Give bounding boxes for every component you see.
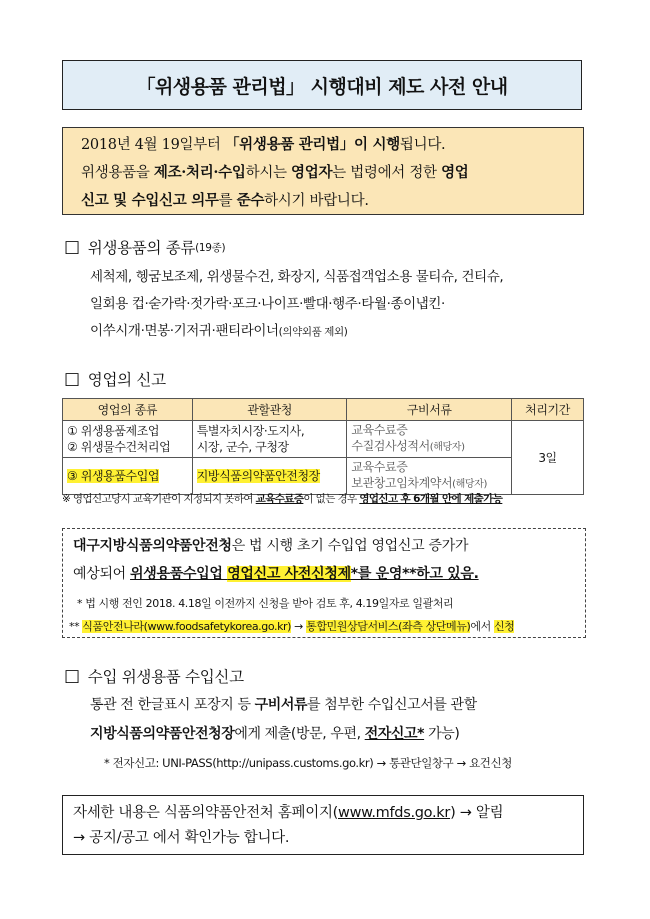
daegu-note-1: * 법 시행 전인 2018. 4.18일 이전까지 신청을 받아 검토 후, 4.19일자로 일괄처리 — [77, 597, 454, 610]
section-heading-text: 영업의 신고 — [87, 371, 166, 389]
intro-obligation: 신고 및 수입신고 의무 — [81, 192, 219, 209]
table-row — [63, 421, 584, 458]
authority-line: 시장, 군수, 구청장 — [196, 440, 289, 454]
table-header-row — [63, 399, 584, 421]
section-import-declaration-heading — [64, 665, 244, 687]
section-heading-count: (19종) — [195, 241, 226, 254]
intro-text: 는 법령에서 정한 — [332, 165, 442, 181]
import-text: 에게 제출(방문, 우편, — [234, 726, 365, 742]
document-note: (해당자) — [429, 442, 465, 453]
document-name: 수질검사성적서 — [351, 439, 430, 453]
intro-business: 영업 — [441, 164, 469, 181]
header-documents: 구비서류 — [347, 399, 512, 421]
daegu-pre-application: 영업신고 사전신청제 — [227, 566, 351, 582]
footnote-deadline: 영업신고 후 6개월 안에 제출가능 — [359, 493, 503, 505]
import-e-filing: 전자신고* — [364, 726, 425, 742]
arrow-right-icon: → — [291, 620, 307, 633]
product-list-line — [90, 318, 590, 346]
authority-regional-mfds: 지방식품의약품안전청장 — [196, 469, 320, 483]
intro-law-name: 「위생용품 관리법」이 시행 — [224, 136, 400, 153]
cell-documents — [347, 421, 512, 458]
cell-business-type — [63, 421, 193, 458]
table-row — [63, 458, 584, 495]
intro-activities: 제조·처리·수입 — [153, 164, 246, 181]
import-text: 통관 전 한글표시 포장지 등 — [90, 697, 255, 713]
footer-text: ) → 알림 — [450, 805, 504, 821]
daegu-line-1 — [73, 535, 468, 555]
cell-business-type — [63, 458, 193, 495]
document-note: (해당자) — [452, 479, 487, 490]
business-type-towel-processing: ② 위생물수건처리업 — [67, 440, 171, 454]
import-line-2 — [90, 720, 590, 749]
daegu-office-name: 대구지방식품의약품안전청 — [73, 538, 232, 554]
section-heading-text: 수입 위생용품 수입신고 — [87, 668, 244, 686]
checkbox-square-icon: □ — [64, 369, 80, 389]
section-import-declaration-body — [90, 691, 590, 778]
cell-processing-period: 3일 — [512, 421, 584, 495]
import-text: 를 첨부한 수입신고서를 관할 — [307, 697, 477, 713]
intro-operator: 영업자 — [291, 164, 333, 181]
daegu-note-marker: ** — [69, 620, 83, 633]
cell-documents — [347, 458, 512, 495]
business-report-footnote — [62, 491, 502, 506]
section-business-report-heading — [64, 368, 166, 390]
business-type-manufacture: ① 위생용품제조업 — [67, 424, 160, 438]
intro-text: 하시는 — [245, 165, 292, 181]
header-processing-period: 처리기간 — [512, 399, 584, 421]
daegu-text: 은 법 시행 초기 수입업 영업신고 증가가 — [231, 538, 469, 554]
import-e-filing-note: * 전자신고: UNI-PASS(http://unipass.customs.go.kr) → 통관단일창구 → 요건신청 — [104, 756, 512, 770]
daegu-line-2 — [73, 563, 479, 583]
intro-notice-box — [62, 127, 584, 215]
footer-text: 자세한 내용은 식품의약품안전처 홈페이지( — [73, 805, 339, 821]
intro-comply: 준수 — [236, 192, 265, 209]
daegu-note-2 — [69, 618, 514, 634]
mfds-homepage-link[interactable]: www.mfds.go.kr — [338, 805, 451, 821]
footer-info-box — [62, 795, 584, 855]
intro-text: 2018년 4월 19일부터 — [81, 137, 225, 153]
daegu-operating: *를 운영**하고 있음. — [350, 566, 479, 582]
section-hygiene-product-types-body — [90, 264, 590, 346]
footnote-certificate: 교육수료증 — [255, 493, 304, 505]
checkbox-square-icon: □ — [64, 666, 80, 686]
authority-line: 특별자치시장·도지사, — [196, 424, 305, 438]
intro-text: 위생용품을 — [81, 165, 154, 181]
business-type-import: ③ 위생용품수입업 — [67, 469, 160, 483]
footer-line-1 — [73, 801, 573, 826]
intro-line-3 — [81, 187, 573, 215]
product-list-line: 일회용 컵·숟가락·젓가락·포크·나이프·빨대·행주·타월·종이냅킨· — [90, 296, 445, 312]
intro-text: 를 — [218, 193, 237, 209]
intro-text: 하시기 바랍니다. — [264, 193, 369, 209]
cell-authority — [192, 421, 347, 458]
daegu-note-text: 에서 — [470, 620, 494, 633]
intro-line-2 — [81, 159, 573, 187]
product-list-text: 이쑤시개·면봉·기저귀·팬티라이너 — [90, 323, 279, 339]
import-line-1 — [90, 691, 590, 720]
footnote-text: ※ 영업신고당시 교육기관이 지정되지 못하여 — [62, 493, 256, 505]
daegu-text: 예상되어 — [73, 566, 131, 582]
document-item: 교육수료증 — [351, 460, 408, 474]
section-heading-text: 위생용품의 종류 — [87, 239, 196, 257]
document-item — [351, 438, 507, 456]
daegu-pre-application-box — [62, 528, 586, 638]
cell-authority — [192, 458, 347, 495]
section-hygiene-product-types-heading — [64, 236, 225, 258]
product-list-exclusion: (의약외품 제외) — [278, 326, 348, 338]
page-title-text: 「위생용품 관리법」 시행대비 제도 사전 안내 — [136, 75, 508, 98]
product-list-line: 세척제, 헹굼보조제, 위생물수건, 화장지, 식품접객업소용 물티슈, 건티슈, — [90, 269, 504, 285]
intro-line-1 — [81, 131, 573, 159]
business-report-table — [62, 398, 584, 495]
header-authority: 관할관청 — [192, 399, 347, 421]
footer-line-2: → 공지/공고 에서 확인가능 합니다. — [73, 830, 290, 846]
header-business-type: 영업의 종류 — [63, 399, 193, 421]
document-item: 교육수료증 — [351, 423, 408, 437]
checkbox-square-icon: □ — [64, 237, 80, 257]
footnote-text: 이 없는 경우 — [303, 493, 360, 505]
daegu-apply: 신청 — [493, 620, 515, 633]
import-authority: 지방식품의약품안전청장 — [90, 726, 235, 742]
page-title — [62, 60, 582, 110]
import-text: 가능) — [424, 726, 460, 742]
daegu-import-business: 위생용품수입업 — [130, 566, 228, 582]
document-name: 보관창고임차계약서 — [351, 476, 453, 490]
intro-text: 됩니다. — [399, 137, 446, 153]
integrated-civil-service-link[interactable]: 통합민원상담서비스(좌측 상단메뉴) — [306, 620, 471, 633]
import-documents: 구비서류 — [254, 697, 308, 713]
foodsafetykorea-link[interactable]: 식품안전나라(www.foodsafetykorea.go.kr) — [82, 620, 292, 633]
